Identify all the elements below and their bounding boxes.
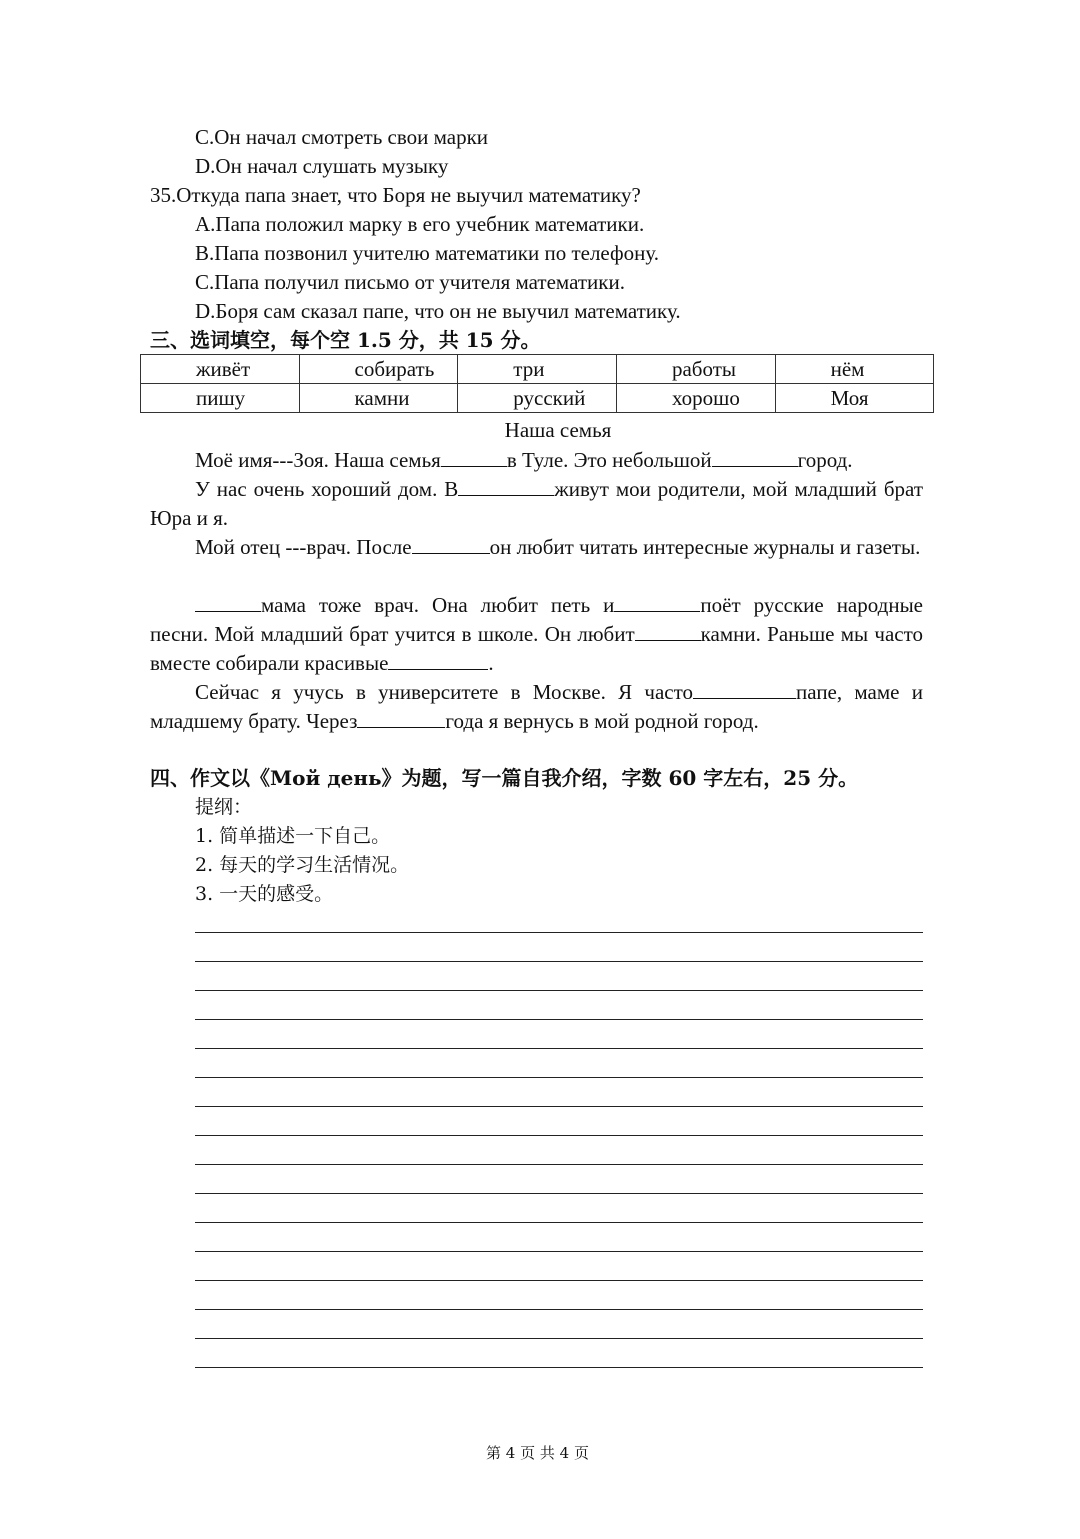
word-cell: живёт	[141, 355, 300, 384]
paragraph-text: в Туле. Это небольшой	[506, 448, 712, 472]
q34-option-c: C.Он начал смотреть свои марки	[195, 125, 489, 149]
paragraph-3	[150, 533, 923, 562]
paragraph-1	[150, 446, 923, 475]
writing-line[interactable]	[195, 1280, 923, 1281]
paragraph-text: папе, маме и младшему брату. Через	[150, 680, 923, 733]
section4-heading: 四、作文以《Мой день》为题，写一篇自我介绍，字数 60 字左右，25 分。	[150, 766, 859, 790]
writing-line[interactable]	[195, 961, 923, 962]
fill-blank-8[interactable]	[388, 651, 488, 670]
q35-option-d: D.Боря сам сказал папе, что он не выучил математику.	[195, 299, 681, 323]
paragraph-text: года я вернусь в мой родной город.	[445, 709, 759, 733]
writing-line[interactable]	[195, 1106, 923, 1107]
outline-point-1: 1. 简单描述一下自己。	[195, 825, 391, 847]
writing-line[interactable]	[195, 990, 923, 991]
writing-line[interactable]	[195, 1048, 923, 1049]
q35-question: 35.Откуда папа знает, что Боря не выучил математику?	[150, 183, 641, 207]
word-cell: камни	[299, 384, 458, 413]
text-title: Наша семья	[504, 418, 612, 442]
paragraph-text: камни. Раньше мы часто вместе собирали красивые	[150, 622, 923, 675]
word-cell: хорошо	[616, 384, 775, 413]
paragraph-text: живут мои родители, мой младший брат Юра и я.	[150, 477, 923, 530]
word-cell: собирать	[299, 355, 458, 384]
fill-blank-10[interactable]	[357, 709, 445, 728]
writing-line[interactable]	[195, 1251, 923, 1252]
paragraph-text: Моё имя---Зоя. Наша семья	[195, 448, 441, 472]
paragraph-text: мама тоже врач. Она любит петь и	[261, 593, 615, 617]
writing-line[interactable]	[195, 1077, 923, 1078]
writing-line[interactable]	[195, 1164, 923, 1165]
word-cell: пишу	[141, 384, 300, 413]
word-bank-row	[141, 384, 934, 413]
q35-option-c: C.Папа получил письмо от учителя математики.	[195, 270, 625, 294]
paragraph-text: Сейчас я учусь в университете в Москве. Я часто	[195, 680, 694, 704]
fill-blank-2[interactable]	[712, 448, 798, 467]
writing-line[interactable]	[195, 1309, 923, 1310]
q35-option-b: B.Папа позвонил учителю математики по телефону.	[195, 241, 659, 265]
writing-line[interactable]	[195, 1367, 923, 1368]
outline-point-3: 3. 一天的感受。	[195, 883, 334, 905]
writing-line[interactable]	[195, 1019, 923, 1020]
paragraph-text: он любит читать интересные журналы и газеты.	[489, 535, 921, 559]
q35-option-a: A.Папа положил марку в его учебник математики.	[195, 212, 645, 236]
section3-heading: 三、选词填空，每个空 1.5 分，共 15 分。	[150, 328, 541, 352]
fill-blank-3[interactable]	[458, 477, 554, 496]
fill-blank-5[interactable]	[195, 593, 261, 612]
word-cell: три	[458, 355, 617, 384]
word-bank-table	[140, 354, 934, 413]
writing-line[interactable]	[195, 1338, 923, 1339]
paragraph-text: поёт русские народные песни. Мой младший брат учится в школе. Он любит	[150, 593, 924, 646]
paragraph-2	[150, 475, 923, 533]
word-cell: русский	[458, 384, 617, 413]
paragraph-text: город.	[797, 448, 853, 472]
outline-point-2: 2. 每天的学习生活情况。	[195, 854, 410, 876]
writing-line[interactable]	[195, 1135, 923, 1136]
writing-line[interactable]	[195, 1193, 923, 1194]
word-bank-row	[141, 355, 934, 384]
word-cell: работы	[616, 355, 775, 384]
word-cell: нём	[775, 355, 933, 384]
word-cell: Моя	[775, 384, 933, 413]
paragraph-text: .	[488, 651, 494, 675]
outline-label: 提纲：	[195, 796, 253, 818]
fill-blank-9[interactable]	[693, 680, 796, 699]
fill-blank-1[interactable]	[441, 448, 507, 467]
writing-line[interactable]	[195, 1222, 923, 1223]
writing-line[interactable]	[195, 932, 923, 933]
fill-blank-6[interactable]	[614, 593, 700, 612]
fill-blank-7[interactable]	[635, 622, 701, 641]
paragraph-5	[150, 678, 923, 736]
q34-option-d: D.Он начал слушать музыку	[195, 154, 449, 178]
page-footer: 第 4 页 共 4 页	[486, 1444, 589, 1462]
paragraph-text: У нас очень хороший дом. В	[195, 477, 459, 501]
paragraph-4	[150, 591, 923, 678]
fill-blank-4[interactable]	[412, 535, 490, 554]
paragraph-text: Мой отец ---врач. После	[195, 535, 412, 559]
